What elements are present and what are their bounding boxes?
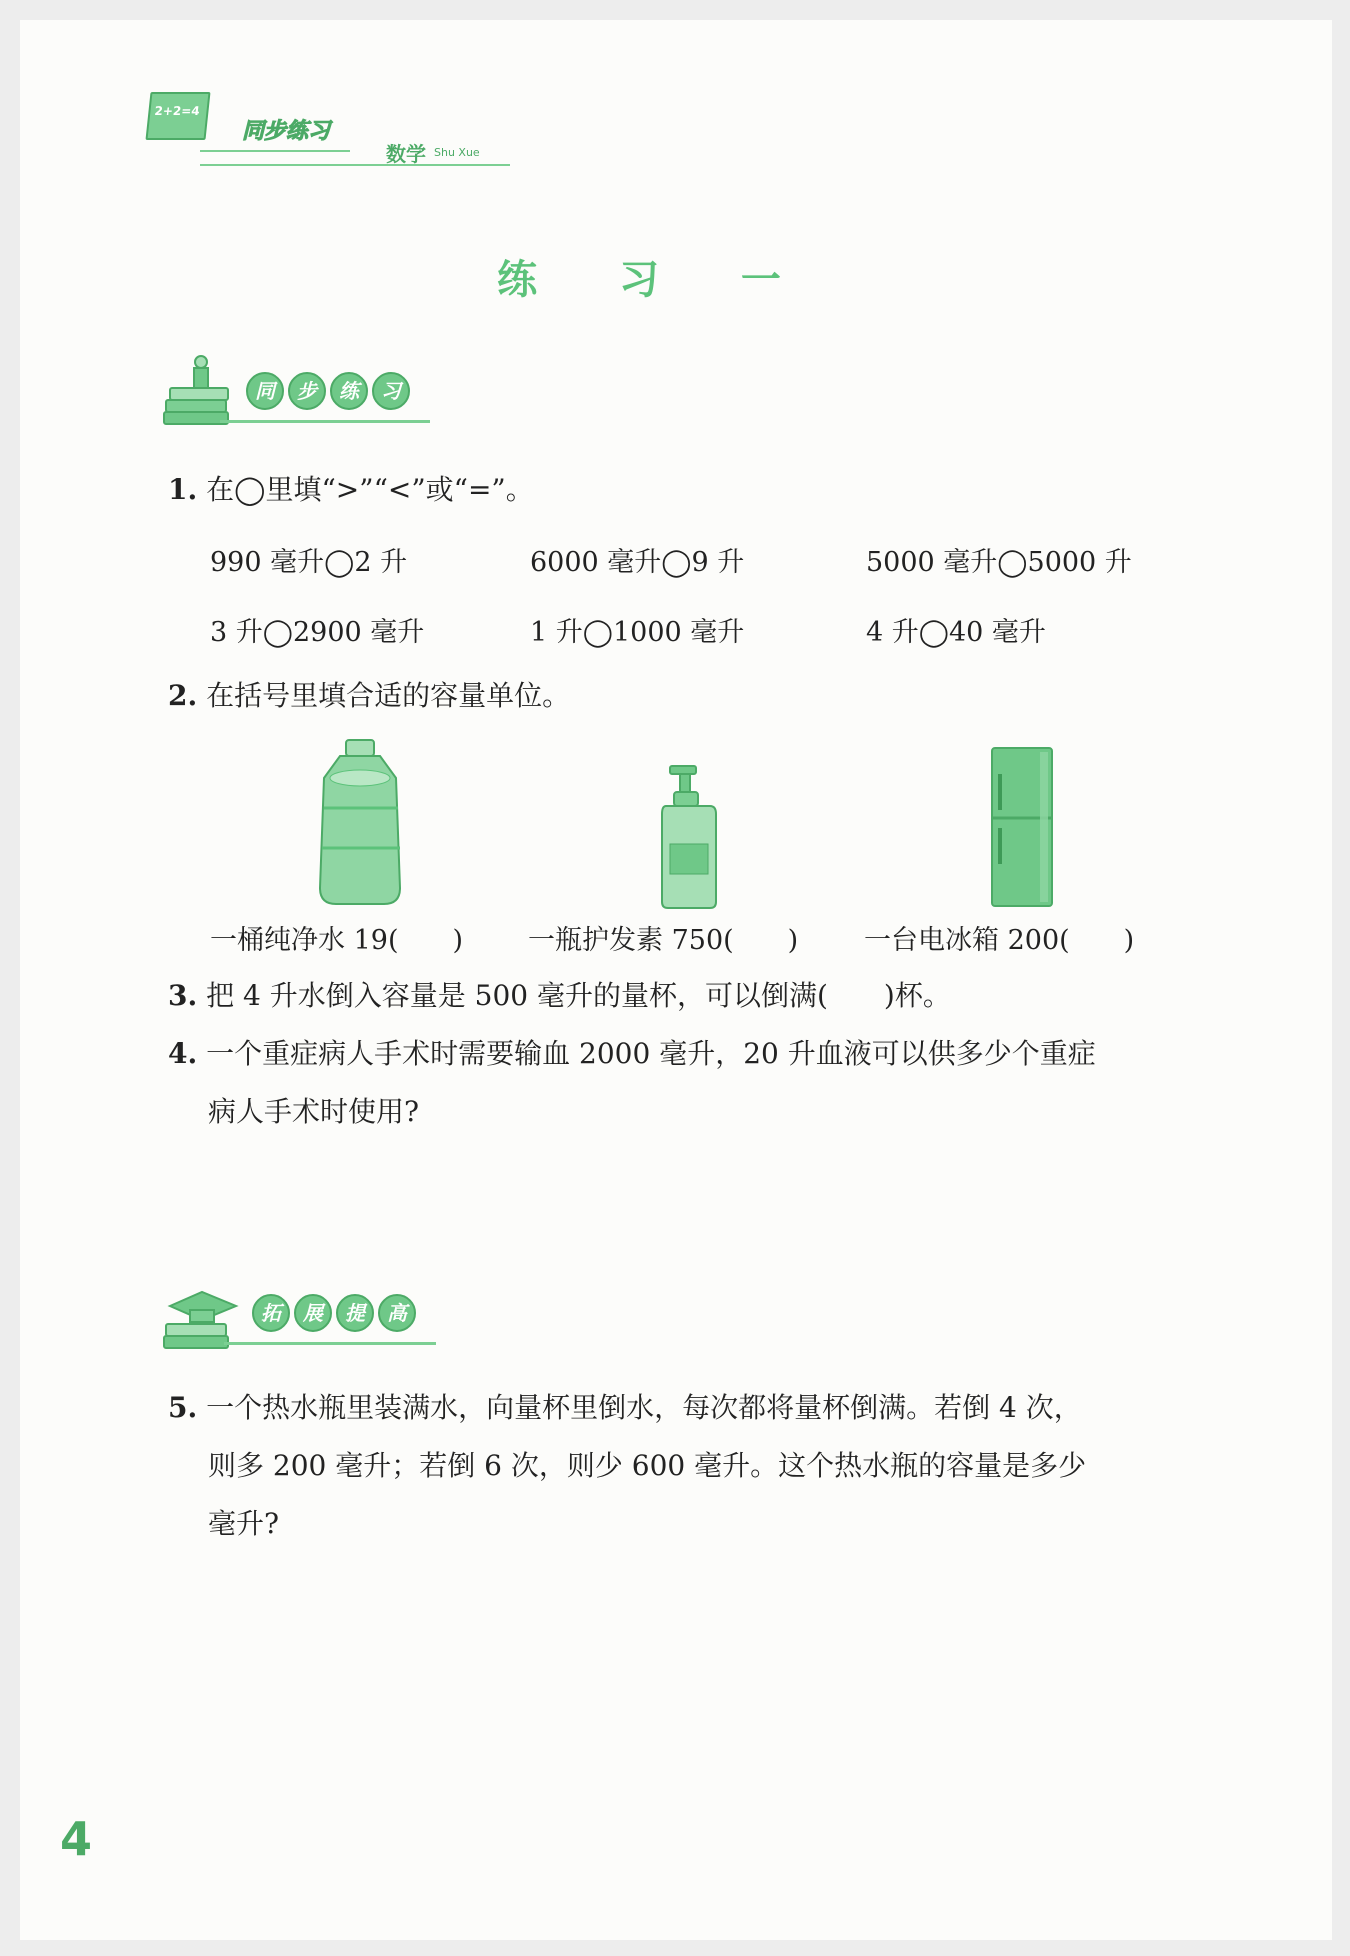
section-char: 步 <box>288 372 326 410</box>
question-number: 5. <box>168 1391 198 1424</box>
section-char: 高 <box>378 1294 416 1332</box>
question-number: 3. <box>168 979 198 1012</box>
header-rule <box>200 164 510 166</box>
chalkboard-text: 2+2=4 <box>153 104 201 118</box>
question-4 <box>168 1034 1096 1074</box>
pump-bottle-icon <box>658 764 720 914</box>
section-underline <box>220 420 430 423</box>
question-4-continued: 病人手术时使用? <box>208 1095 420 1128</box>
section-label-extend <box>252 1294 420 1332</box>
question-number: 2. <box>168 679 198 712</box>
question-3 <box>168 976 951 1016</box>
question-text: 在括号里填合适的容量单位。 <box>206 679 571 712</box>
section-char: 同 <box>246 372 284 410</box>
question-number: 4. <box>168 1037 198 1070</box>
compare-item: 3 升◯2900 毫升 <box>210 617 425 648</box>
compare-item: 6000 毫升◯9 升 <box>530 547 745 578</box>
refrigerator-icon <box>988 744 1058 914</box>
books-cap-icon <box>162 1278 242 1358</box>
chalkboard-icon <box>145 92 210 140</box>
compare-item: 4 升◯40 毫升 <box>866 617 1046 648</box>
section-char: 展 <box>294 1294 332 1332</box>
question-5 <box>168 1388 1082 1428</box>
question-number: 1. <box>168 473 198 506</box>
section-char: 提 <box>336 1294 374 1332</box>
section-char: 练 <box>330 372 368 410</box>
picture-label: 一台电冰箱 200( ) <box>864 925 1135 956</box>
picture-label: 一桶纯净水 19( ) <box>210 925 464 956</box>
page-number: 4 <box>60 1812 93 1866</box>
question-text: 在◯里填“>”“<”或“=”。 <box>206 473 534 506</box>
section-char: 拓 <box>252 1294 290 1332</box>
header-title: 同步练习 <box>242 119 331 144</box>
question-5-continued: 则多 200 毫升；若倒 6 次，则少 600 毫升。这个热水瓶的容量是多少 <box>208 1449 1087 1482</box>
header-subject-latin: Shu Xue <box>434 146 480 159</box>
question-text: 把 4 升水倒入容量是 500 毫升的量杯，可以倒满( )杯。 <box>206 979 951 1012</box>
page-title: 练 习 一 <box>497 256 815 303</box>
question-5-continued: 毫升? <box>208 1507 280 1540</box>
section-underline <box>224 1342 436 1345</box>
question-2 <box>168 676 570 716</box>
section-char: 习 <box>372 372 410 410</box>
compare-item: 5000 毫升◯5000 升 <box>866 547 1132 578</box>
section-label-sync <box>246 372 414 410</box>
compare-item: 1 升◯1000 毫升 <box>530 617 745 648</box>
picture-label: 一瓶护发素 750( ) <box>528 925 799 956</box>
question-1 <box>168 470 534 510</box>
compare-item: 990 毫升◯2 升 <box>210 547 408 578</box>
question-text: 一个热水瓶里装满水，向量杯里倒水，每次都将量杯倒满。若倒 4 次， <box>206 1391 1082 1424</box>
question-text: 一个重症病人手术时需要输血 2000 毫升，20 升血液可以供多少个重症 <box>206 1037 1096 1070</box>
header-rule-top <box>200 150 350 152</box>
water-jug-icon <box>310 738 410 912</box>
header-subject: 数学 <box>386 142 426 166</box>
